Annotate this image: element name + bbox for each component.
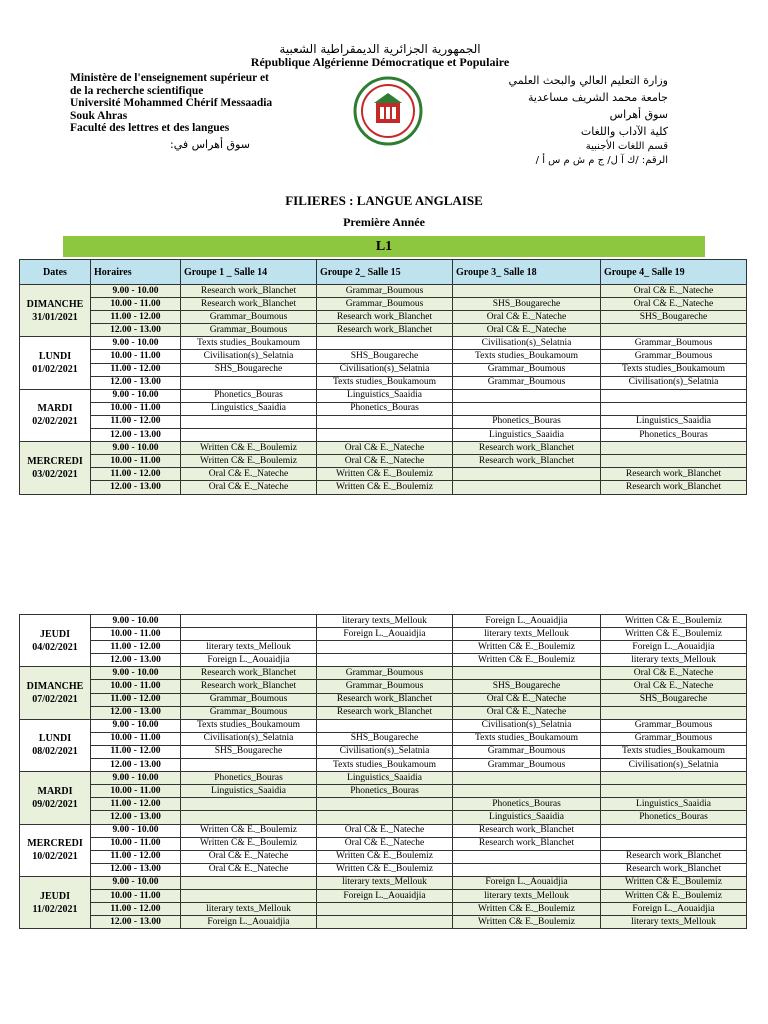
table-row (20, 311, 747, 324)
course-cell: Research work_Blanchet (453, 837, 601, 850)
course-cell (317, 337, 453, 350)
course-cell (601, 455, 747, 468)
course-cell: Research work_Blanchet (453, 455, 601, 468)
course-cell (601, 785, 747, 798)
course-cell: Linguistics_Saaidia (601, 415, 747, 428)
course-cell (601, 402, 747, 415)
day-date-cell: MARDI 09/02/2021 (20, 772, 91, 824)
course-cell: Research work_Blanchet (317, 324, 453, 337)
table-row (20, 680, 747, 693)
course-cell: Civilisation(s)_Selatnia (317, 363, 453, 376)
table-row (20, 811, 747, 824)
table-row (20, 785, 747, 798)
course-cell: Oral C& E._Nateche (181, 863, 317, 876)
course-cell: Oral C& E._Nateche (601, 285, 747, 298)
time-slot-cell: 9.00 - 10.00 (91, 337, 181, 350)
day-date-cell: MERCREDI 03/02/2021 (20, 442, 91, 494)
course-cell: Grammar_Boumous (453, 376, 601, 389)
course-cell: Civilisation(s)_Selatnia (453, 337, 601, 350)
course-cell: Written C& E._Boulemiz (601, 615, 747, 628)
university-logo (352, 75, 424, 147)
course-cell (317, 429, 453, 442)
course-cell: Grammar_Boumous (181, 311, 317, 324)
course-cell: Written C& E._Boulemiz (317, 468, 453, 481)
course-cell: Texts studies_Boukamoum (317, 376, 453, 389)
course-cell: Written C& E._Boulemiz (601, 628, 747, 641)
time-slot-cell: 11.00 - 12.00 (91, 363, 181, 376)
course-cell (317, 811, 453, 824)
course-cell: Linguistics_Saaidia (453, 429, 601, 442)
table-row (20, 641, 747, 654)
course-cell (601, 442, 747, 455)
course-cell: Foreign L._Aouaidjia (181, 916, 317, 929)
course-cell: SHS_Bougareche (601, 693, 747, 706)
course-cell: Grammar_Boumous (317, 680, 453, 693)
course-cell (453, 850, 601, 863)
course-cell: SHS_Bougareche (601, 311, 747, 324)
table-row (20, 442, 747, 455)
filiere-title: FILIERES : LANGUE ANGLAISE (285, 193, 483, 208)
course-cell: Grammar_Boumous (181, 693, 317, 706)
header-arabic-republic: الجمهورية الجزائرية الديمقراطية الشعبية (279, 42, 481, 56)
course-cell (601, 324, 747, 337)
course-cell: Phonetics_Bouras (601, 429, 747, 442)
course-cell (181, 759, 317, 772)
course-cell: Foreign L._Aouaidjia (181, 654, 317, 667)
time-slot-cell: 10.00 - 11.00 (91, 350, 181, 363)
course-cell: Oral C& E._Nateche (453, 324, 601, 337)
day-date-cell: MARDI 02/02/2021 (20, 389, 91, 441)
course-cell: Written C& E._Boulemiz (453, 641, 601, 654)
course-cell: Oral C& E._Nateche (181, 481, 317, 494)
course-cell: Research work_Blanchet (317, 311, 453, 324)
course-cell (317, 798, 453, 811)
table-row (20, 402, 747, 415)
course-cell: Oral C& E._Nateche (453, 693, 601, 706)
time-slot-cell: 9.00 - 10.00 (91, 615, 181, 628)
course-cell (181, 811, 317, 824)
course-cell (317, 641, 453, 654)
course-cell: Texts studies_Boukamoum (317, 759, 453, 772)
header-left-line: Université Mohammed Chérif Messaadia (70, 97, 273, 109)
course-cell: Written C& E._Boulemiz (453, 903, 601, 916)
reference-place-date: سوق أهراس في: (170, 138, 250, 151)
course-cell (601, 706, 747, 719)
table-row (20, 415, 747, 428)
time-slot-cell: 9.00 - 10.00 (91, 389, 181, 402)
table-row (20, 850, 747, 863)
time-slot-cell: 10.00 - 11.00 (91, 402, 181, 415)
course-cell: Oral C& E._Nateche (453, 311, 601, 324)
table-row (20, 876, 747, 889)
course-cell: Texts studies_Boukamoum (181, 719, 317, 732)
header-left-block (70, 72, 272, 135)
time-slot-cell: 10.00 - 11.00 (91, 628, 181, 641)
table-row (20, 745, 747, 758)
time-slot-cell: 12.00 - 13.00 (91, 863, 181, 876)
time-slot-cell: 9.00 - 10.00 (91, 442, 181, 455)
schedule-table-2 (19, 614, 747, 929)
course-cell: Linguistics_Saaidia (317, 389, 453, 402)
table-row (20, 376, 747, 389)
time-slot-cell: 11.00 - 12.00 (91, 693, 181, 706)
course-cell: Research work_Blanchet (601, 468, 747, 481)
table-row (20, 772, 747, 785)
time-slot-cell: 10.00 - 11.00 (91, 889, 181, 902)
reference-number: الرقم: /ك آ ل/ ج م ش م س أ / (535, 155, 668, 166)
course-cell (601, 837, 747, 850)
course-cell: Oral C& E._Nateche (317, 837, 453, 850)
course-cell: Research work_Blanchet (181, 680, 317, 693)
course-cell: literary texts_Mellouk (317, 615, 453, 628)
course-cell: Written C& E._Boulemiz (601, 876, 747, 889)
table-row (20, 324, 747, 337)
table-row (20, 363, 747, 376)
course-cell: Civilisation(s)_Selatnia (181, 350, 317, 363)
column-header: Groupe 4_ Salle 19 (601, 260, 747, 285)
course-cell: Linguistics_Saaidia (181, 402, 317, 415)
time-slot-cell: 12.00 - 13.00 (91, 376, 181, 389)
course-cell: Phonetics_Bouras (453, 798, 601, 811)
course-cell: SHS_Bougareche (317, 732, 453, 745)
course-cell: Foreign L._Aouaidjia (453, 615, 601, 628)
course-cell: Grammar_Boumous (181, 706, 317, 719)
course-cell (181, 376, 317, 389)
time-slot-cell: 10.00 - 11.00 (91, 298, 181, 311)
time-slot-cell: 12.00 - 13.00 (91, 706, 181, 719)
time-slot-cell: 12.00 - 13.00 (91, 916, 181, 929)
course-cell: Grammar_Boumous (317, 298, 453, 311)
table-row (20, 667, 747, 680)
day-date-cell: MERCREDI 10/02/2021 (20, 824, 91, 876)
header-left-line: Ministère de l'enseignement supérieur et (70, 72, 269, 84)
course-cell: Foreign L._Aouaidjia (317, 628, 453, 641)
header-right-line: وزارة التعليم العالي والبحث العلمي (508, 74, 668, 87)
time-slot-cell: 11.00 - 12.00 (91, 745, 181, 758)
course-cell: Written C& E._Boulemiz (453, 916, 601, 929)
course-cell: Research work_Blanchet (317, 693, 453, 706)
time-slot-cell: 10.00 - 11.00 (91, 732, 181, 745)
year-title: Première Année (343, 215, 425, 229)
course-cell: Phonetics_Bouras (453, 415, 601, 428)
course-cell: SHS_Bougareche (453, 680, 601, 693)
course-cell: SHS_Bougareche (453, 298, 601, 311)
course-cell (453, 481, 601, 494)
course-cell: Civilisation(s)_Selatnia (453, 719, 601, 732)
course-cell: Written C& E._Boulemiz (181, 824, 317, 837)
course-cell: Texts studies_Boukamoum (181, 337, 317, 350)
course-cell: Phonetics_Bouras (181, 389, 317, 402)
course-cell (181, 798, 317, 811)
header-left-line: de la recherche scientifique (70, 84, 204, 97)
time-slot-cell: 12.00 - 13.00 (91, 324, 181, 337)
course-cell: Grammar_Boumous (601, 732, 747, 745)
table-row (20, 693, 747, 706)
column-header: Groupe 2_ Salle 15 (317, 260, 453, 285)
table-row (20, 298, 747, 311)
course-cell: Linguistics_Saaidia (601, 798, 747, 811)
course-cell: Grammar_Boumous (601, 350, 747, 363)
course-cell (181, 889, 317, 902)
time-slot-cell: 10.00 - 11.00 (91, 680, 181, 693)
course-cell: Oral C& E._Nateche (317, 824, 453, 837)
course-cell: Written C& E._Boulemiz (453, 654, 601, 667)
time-slot-cell: 9.00 - 10.00 (91, 772, 181, 785)
day-date-cell: JEUDI 11/02/2021 (20, 876, 91, 928)
time-slot-cell: 12.00 - 13.00 (91, 811, 181, 824)
time-slot-cell: 12.00 - 13.00 (91, 429, 181, 442)
course-cell (317, 415, 453, 428)
course-cell: Grammar_Boumous (317, 285, 453, 298)
time-slot-cell: 10.00 - 11.00 (91, 837, 181, 850)
table-row (20, 759, 747, 772)
course-cell: Foreign L._Aouaidjia (317, 889, 453, 902)
table-header-row (20, 260, 747, 285)
course-cell: Written C& E._Boulemiz (601, 889, 747, 902)
course-cell: Foreign L._Aouaidjia (453, 876, 601, 889)
reference-block (536, 140, 668, 168)
table-row (20, 732, 747, 745)
course-cell: Written C& E._Boulemiz (317, 481, 453, 494)
course-cell (181, 615, 317, 628)
course-cell (181, 876, 317, 889)
header-french-republic: République Algérienne Démocratique et Populaire (250, 55, 510, 69)
table-row (20, 455, 747, 468)
day-date-cell: JEUDI 04/02/2021 (20, 615, 91, 667)
table-row (20, 337, 747, 350)
course-cell (601, 824, 747, 837)
course-cell: Grammar_Boumous (453, 759, 601, 772)
course-cell: literary texts_Mellouk (453, 628, 601, 641)
course-cell: Civilisation(s)_Selatnia (317, 745, 453, 758)
day-date-cell: LUNDI 01/02/2021 (20, 337, 91, 389)
course-cell: Civilisation(s)_Selatnia (601, 376, 747, 389)
table-row (20, 824, 747, 837)
course-cell: Research work_Blanchet (453, 824, 601, 837)
time-slot-cell: 10.00 - 11.00 (91, 455, 181, 468)
table-row (20, 615, 747, 628)
course-cell (181, 415, 317, 428)
table-row (20, 285, 747, 298)
course-cell: Phonetics_Bouras (181, 772, 317, 785)
course-cell: Civilisation(s)_Selatnia (601, 759, 747, 772)
course-cell (181, 628, 317, 641)
course-cell (453, 468, 601, 481)
course-cell: SHS_Bougareche (181, 745, 317, 758)
header-left-line: Souk Ahras (70, 109, 128, 122)
time-slot-cell: 11.00 - 12.00 (91, 468, 181, 481)
course-cell: Civilisation(s)_Selatnia (181, 732, 317, 745)
course-cell: literary texts_Mellouk (601, 916, 747, 929)
table-row (20, 798, 747, 811)
course-cell: Grammar_Boumous (317, 667, 453, 680)
column-header: Horaires (91, 260, 181, 285)
course-cell: Texts studies_Boukamoum (453, 350, 601, 363)
time-slot-cell: 9.00 - 10.00 (91, 667, 181, 680)
course-cell: Oral C& E._Nateche (317, 442, 453, 455)
time-slot-cell: 12.00 - 13.00 (91, 654, 181, 667)
course-cell: literary texts_Mellouk (181, 903, 317, 916)
course-cell: Grammar_Boumous (453, 745, 601, 758)
course-cell: Linguistics_Saaidia (317, 772, 453, 785)
course-cell: Written C& E._Boulemiz (181, 837, 317, 850)
course-cell: Research work_Blanchet (181, 285, 317, 298)
course-cell: Grammar_Boumous (453, 363, 601, 376)
course-cell: SHS_Bougareche (317, 350, 453, 363)
table-row (20, 889, 747, 902)
table-row (20, 350, 747, 363)
course-cell: Research work_Blanchet (181, 667, 317, 680)
column-header: Groupe 1 _ Salle 14 (181, 260, 317, 285)
course-cell (453, 402, 601, 415)
course-cell: Oral C& E._Nateche (453, 706, 601, 719)
table-row (20, 719, 747, 732)
course-cell: Foreign L._Aouaidjia (601, 641, 747, 654)
course-cell (453, 667, 601, 680)
course-cell: Written C& E._Boulemiz (181, 455, 317, 468)
course-cell: Texts studies_Boukamoum (601, 363, 747, 376)
course-cell: Oral C& E._Nateche (181, 468, 317, 481)
table-row (20, 429, 747, 442)
course-cell (453, 785, 601, 798)
time-slot-cell: 11.00 - 12.00 (91, 903, 181, 916)
time-slot-cell: 12.00 - 13.00 (91, 481, 181, 494)
table-row (20, 863, 747, 876)
time-slot-cell: 11.00 - 12.00 (91, 850, 181, 863)
course-cell (453, 285, 601, 298)
level-bar: L1 (63, 236, 705, 257)
header-right-line: كلية الآداب واللغات (580, 125, 668, 138)
course-cell: Oral C& E._Nateche (601, 667, 747, 680)
course-cell (601, 389, 747, 402)
time-slot-cell: 9.00 - 10.00 (91, 876, 181, 889)
day-date-cell: DIMANCHE 31/01/2021 (20, 285, 91, 337)
course-cell: Linguistics_Saaidia (181, 785, 317, 798)
time-slot-cell: 10.00 - 11.00 (91, 785, 181, 798)
table-row (20, 916, 747, 929)
table-row (20, 706, 747, 719)
time-slot-cell: 11.00 - 12.00 (91, 311, 181, 324)
course-cell: Oral C& E._Nateche (601, 298, 747, 311)
day-date-cell: DIMANCHE 07/02/2021 (20, 667, 91, 719)
course-cell: Research work_Blanchet (601, 863, 747, 876)
course-cell: Grammar_Boumous (181, 324, 317, 337)
table-row (20, 481, 747, 494)
course-cell (181, 429, 317, 442)
table-row (20, 628, 747, 641)
course-cell: Linguistics_Saaidia (453, 811, 601, 824)
column-header: Dates (20, 260, 91, 285)
course-cell (317, 654, 453, 667)
header-right-block (438, 72, 668, 140)
course-cell: Foreign L._Aouaidjia (601, 903, 747, 916)
course-cell (453, 389, 601, 402)
course-cell (601, 772, 747, 785)
course-cell: Research work_Blanchet (317, 706, 453, 719)
course-cell: Oral C& E._Nateche (317, 455, 453, 468)
course-cell (317, 916, 453, 929)
table-row (20, 468, 747, 481)
time-slot-cell: 9.00 - 10.00 (91, 824, 181, 837)
header-left-line: Faculté des lettres et des langues (70, 122, 230, 134)
course-cell: Oral C& E._Nateche (601, 680, 747, 693)
time-slot-cell: 9.00 - 10.00 (91, 719, 181, 732)
time-slot-cell: 11.00 - 12.00 (91, 798, 181, 811)
time-slot-cell: 11.00 - 12.00 (91, 415, 181, 428)
department-name: قسم اللغات الأجنبية (585, 141, 668, 152)
course-cell: literary texts_Mellouk (317, 876, 453, 889)
course-cell: Texts studies_Boukamoum (601, 745, 747, 758)
course-cell (453, 772, 601, 785)
course-cell: Grammar_Boumous (601, 719, 747, 732)
header-right-line: سوق أهراس (609, 108, 668, 121)
course-cell: literary texts_Mellouk (453, 889, 601, 902)
schedule-table-1 (19, 259, 747, 495)
course-cell (317, 903, 453, 916)
table-row (20, 837, 747, 850)
course-cell: Phonetics_Bouras (317, 785, 453, 798)
course-cell (453, 863, 601, 876)
course-cell: Grammar_Boumous (601, 337, 747, 350)
course-cell: literary texts_Mellouk (601, 654, 747, 667)
table-row (20, 389, 747, 402)
day-date-cell: LUNDI 08/02/2021 (20, 719, 91, 771)
time-slot-cell: 12.00 - 13.00 (91, 759, 181, 772)
table-row (20, 654, 747, 667)
course-cell: Texts studies_Boukamoum (453, 732, 601, 745)
column-header: Groupe 3_ Salle 18 (453, 260, 601, 285)
course-cell: Written C& E._Boulemiz (317, 850, 453, 863)
time-slot-cell: 11.00 - 12.00 (91, 641, 181, 654)
course-cell: literary texts_Mellouk (181, 641, 317, 654)
course-cell: Research work_Blanchet (453, 442, 601, 455)
header-right-line: جامعة محمد الشريف مساعدية (528, 91, 668, 104)
time-slot-cell: 9.00 - 10.00 (91, 285, 181, 298)
course-cell: Phonetics_Bouras (601, 811, 747, 824)
course-cell: Research work_Blanchet (601, 850, 747, 863)
course-cell: Oral C& E._Nateche (181, 850, 317, 863)
table-row (20, 903, 747, 916)
course-cell: SHS_Bougareche (181, 363, 317, 376)
course-cell: Research work_Blanchet (181, 298, 317, 311)
course-cell (317, 719, 453, 732)
course-cell: Written C& E._Boulemiz (317, 863, 453, 876)
course-cell: Written C& E._Boulemiz (181, 442, 317, 455)
course-cell: Research work_Blanchet (601, 481, 747, 494)
course-cell: Phonetics_Bouras (317, 402, 453, 415)
